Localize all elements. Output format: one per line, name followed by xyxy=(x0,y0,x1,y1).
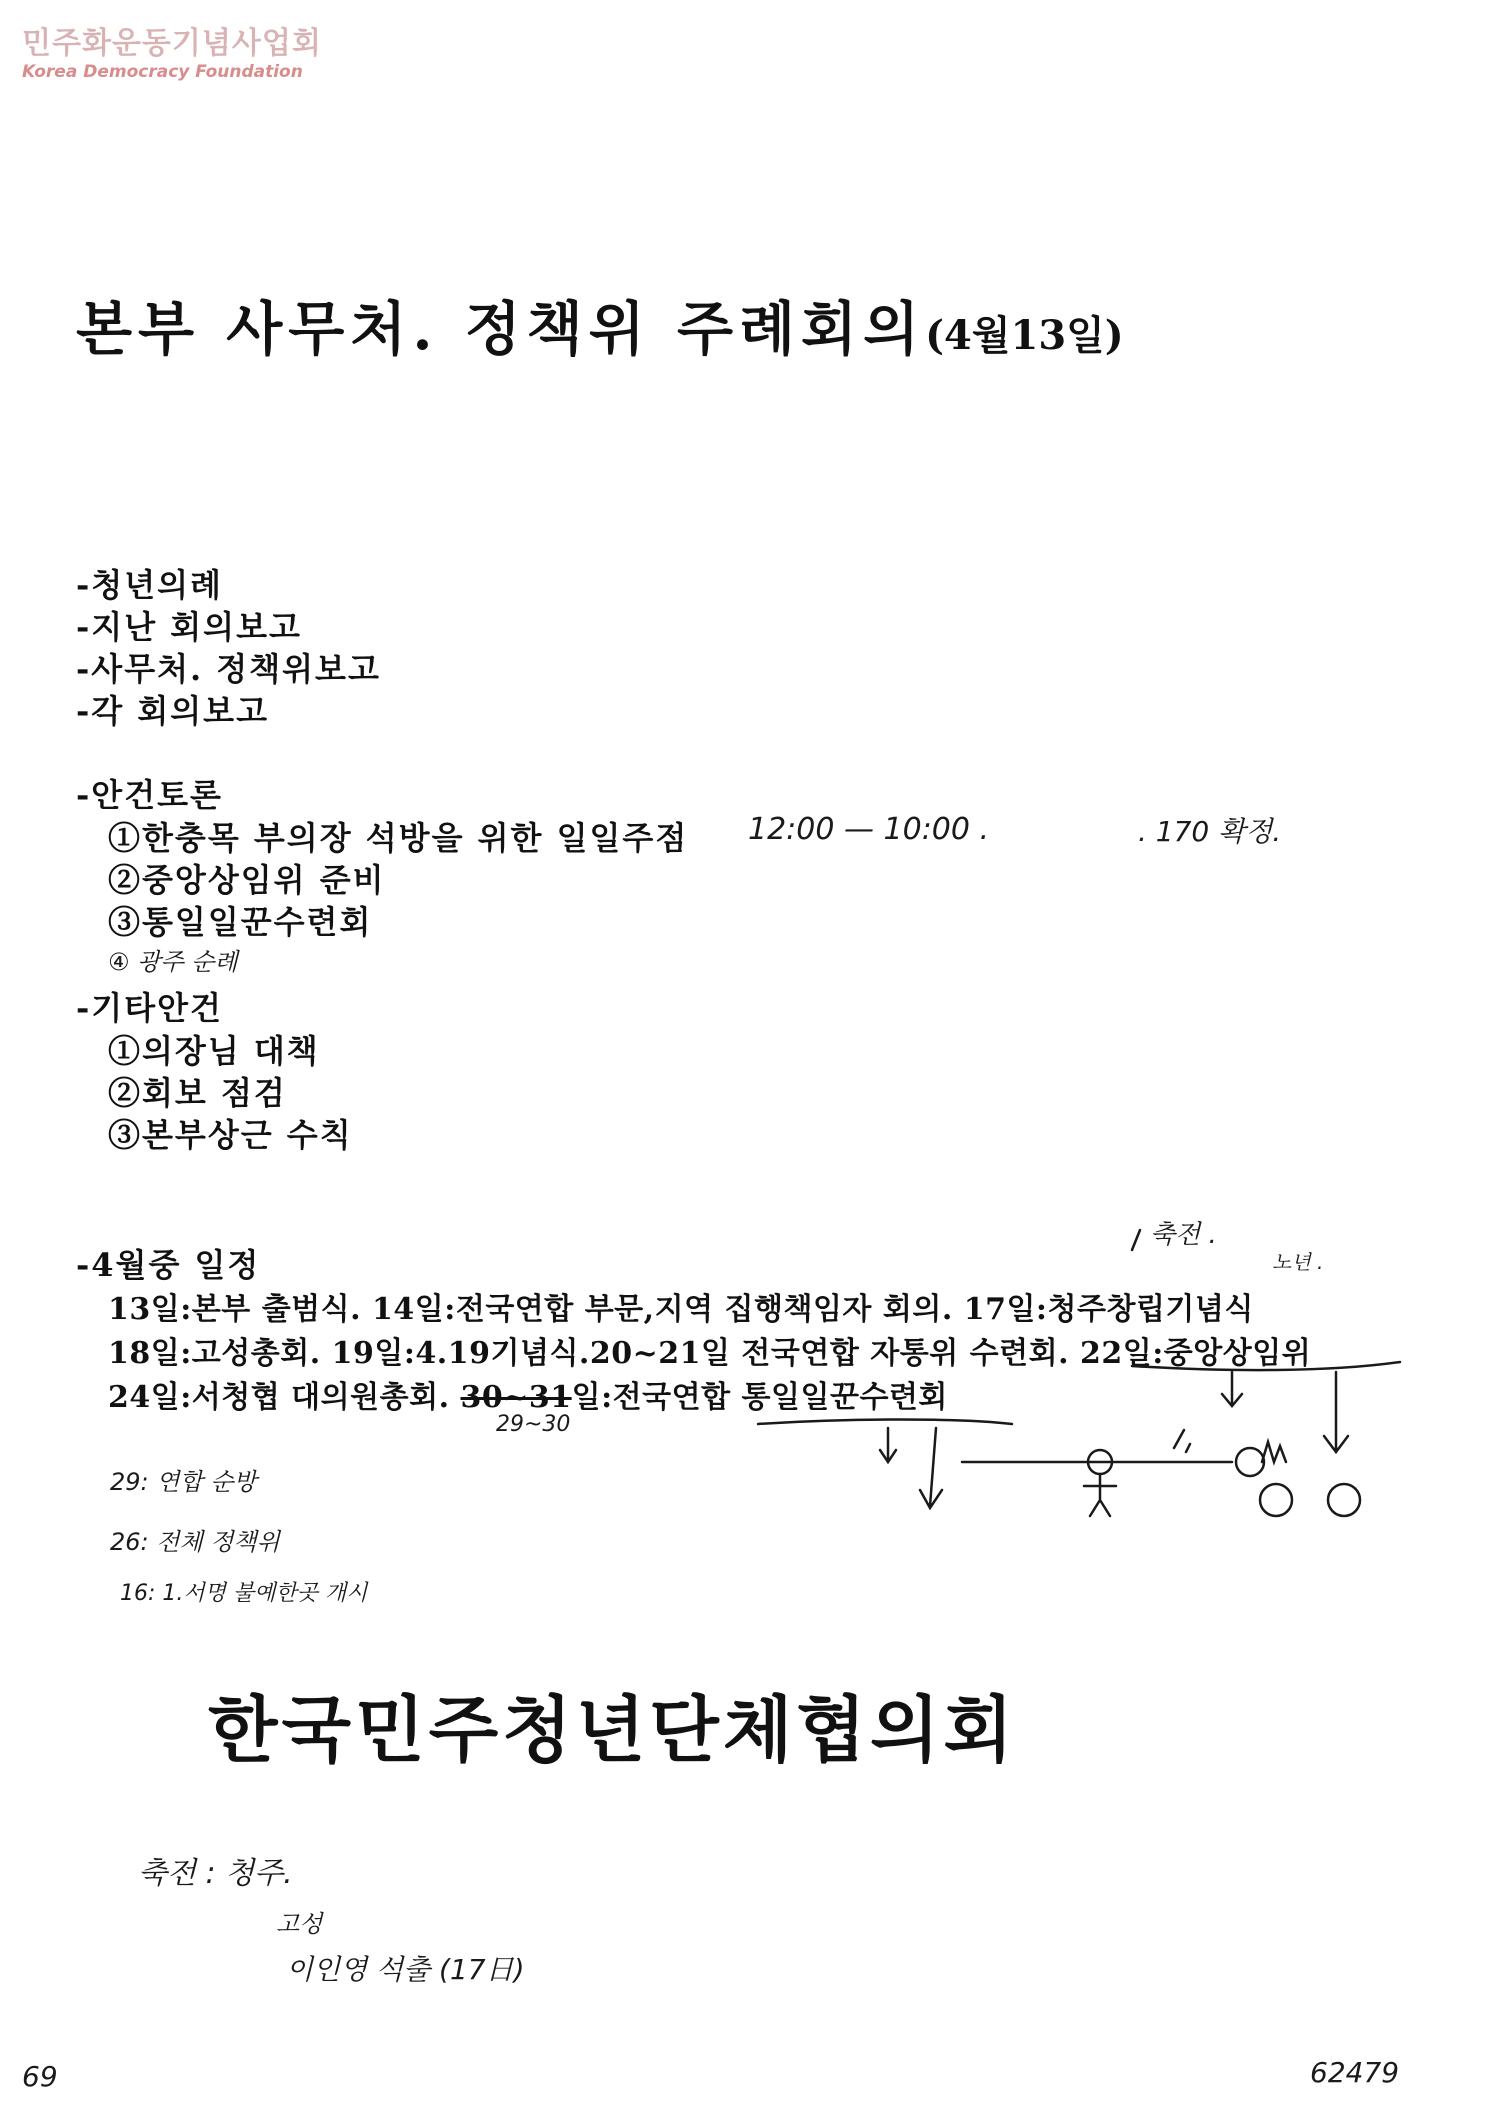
handwritten-note: 16: 1.서명 불예한곳 개시 xyxy=(120,1581,368,1606)
other-item: ③본부상근 수칙 xyxy=(108,1116,353,1154)
handwritten-item: ④ 광주 순례 xyxy=(108,948,238,976)
discussion-item: ②중앙상임위 준비 xyxy=(108,861,386,899)
bracket-mark xyxy=(1132,1230,1140,1250)
title-main: 본부 사무처. 정책위 주례회의 xyxy=(76,295,926,363)
other-header: -기타안건 xyxy=(76,989,223,1027)
agenda-item: -각 회의보고 xyxy=(76,692,269,730)
watermark-english: Korea Democracy Foundation xyxy=(22,62,303,82)
discussion-item: ③통일일꾼수련회 xyxy=(108,903,373,941)
page-number-left: 69 xyxy=(22,2060,58,2093)
underline-mark xyxy=(758,1420,1012,1425)
handwritten-note: 26: 전체 정책위 xyxy=(110,1528,280,1556)
other-item: ②회보 점검 xyxy=(108,1074,287,1112)
handwritten-schedule-note: 축전 . xyxy=(1150,1220,1217,1250)
title-date: (4월13일) xyxy=(925,312,1124,359)
underline-mark xyxy=(1132,1362,1400,1370)
handwritten-date-fix: 29~30 xyxy=(496,1412,571,1437)
agenda-item: -지난 회의보고 xyxy=(76,608,302,646)
circle-mark xyxy=(1260,1484,1292,1516)
handwritten-time: 12:00 — 10:00 . xyxy=(748,812,990,847)
handwritten-footer: 축전 : 청주. xyxy=(138,1856,293,1891)
other-item: ①의장님 대책 xyxy=(108,1032,320,1070)
squiggle-mark xyxy=(1262,1442,1286,1462)
handwritten-footer: 이인영 석출 (17日) xyxy=(286,1953,525,1986)
handwritten-footer: 고성 xyxy=(276,1910,323,1938)
agenda-item: -사무처. 정책위보고 xyxy=(76,650,381,688)
schedule-line: 18일:고성총회. 19일:4.19기념식.20~21일 전국연합 자통위 수련회. 22일:중앙상임위 xyxy=(108,1336,1312,1371)
arrow-icon xyxy=(1222,1372,1242,1406)
watermark-korean: 민주화운동기념사업회 xyxy=(22,26,322,61)
stick-figure-body xyxy=(1084,1474,1116,1516)
schedule-line: 13일:본부 출범식. 14일:전국연합 부문,지역 집행책임자 회의. 17일:청주창립기념식 xyxy=(108,1292,1254,1327)
handwritten-schedule-note: 노년 . xyxy=(1272,1250,1324,1274)
arrow-icon xyxy=(920,1428,942,1508)
discussion-item: ①한충목 부의장 석방을 위한 일일주점 xyxy=(108,819,689,857)
schedule-header: -4월중 일정 xyxy=(76,1246,261,1284)
arrow-icon xyxy=(880,1428,896,1462)
handwritten-note: 29: 연합 순방 xyxy=(110,1468,257,1496)
handwritten-count: . 170 확정. xyxy=(1138,815,1282,848)
arrow-icon xyxy=(1324,1372,1348,1452)
page-number-right: 62479 xyxy=(1310,2056,1400,2089)
discussion-header: -안건토론 xyxy=(76,776,223,814)
circle-mark xyxy=(1236,1448,1264,1476)
schedule-line: 24일:서청협 대의원총회. 30~31일:전국연합 통일일꾼수련회 xyxy=(108,1380,948,1415)
tick-mark xyxy=(1174,1430,1190,1452)
organization-name: 한국민주청년단체협의회 xyxy=(208,1687,1018,1772)
agenda-item: -청년의례 xyxy=(76,566,223,604)
struck-dates: 30~31 xyxy=(460,1380,572,1415)
circle-mark xyxy=(1328,1484,1360,1516)
